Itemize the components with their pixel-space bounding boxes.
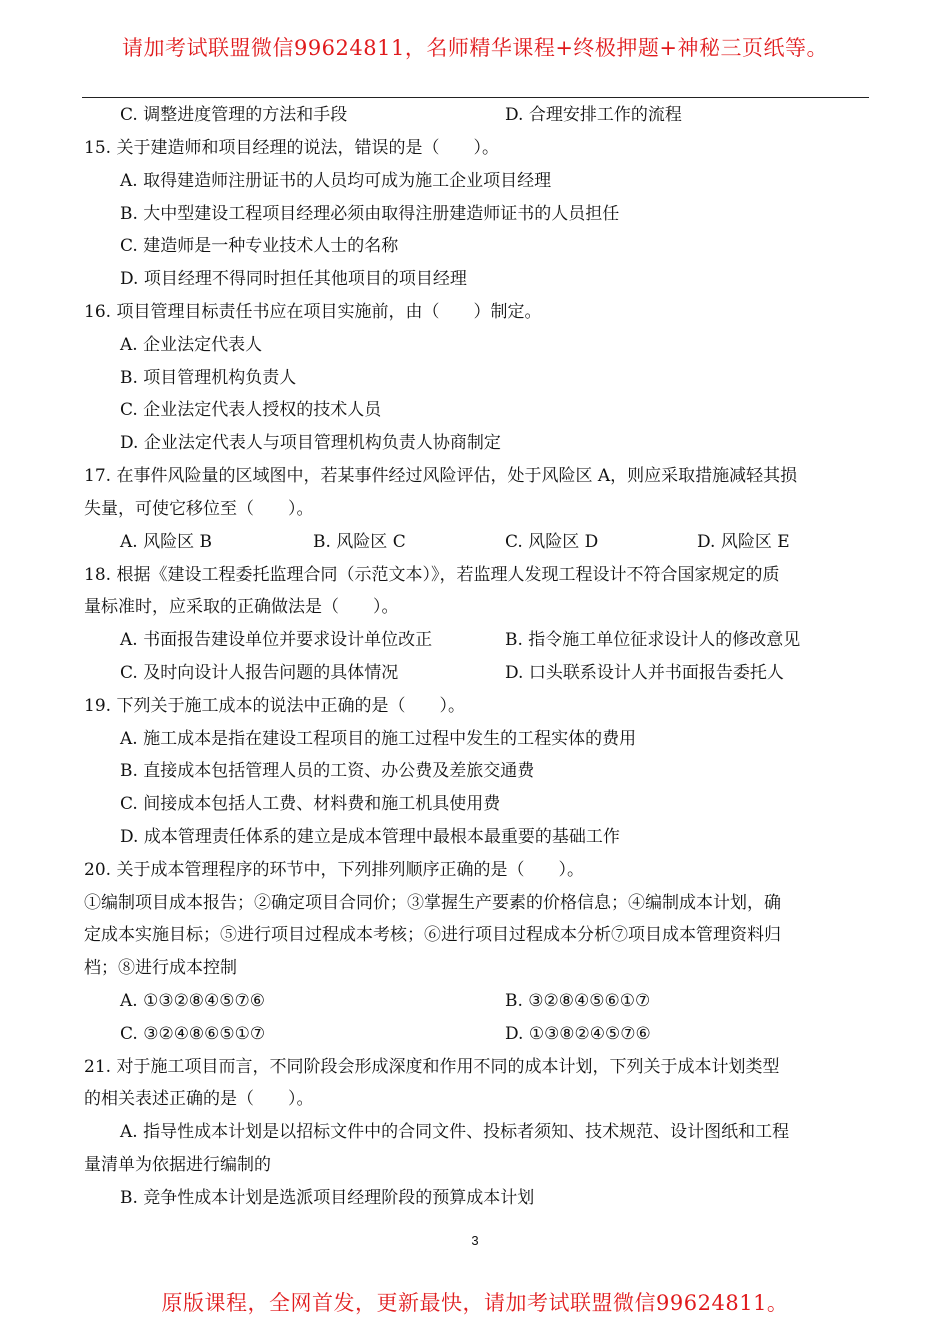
q15-option-a: A. 取得建造师注册证书的人员均可成为施工企业项目经理 bbox=[120, 171, 552, 191]
q20-body-line3: 档；⑧进行成本控制 bbox=[84, 958, 237, 978]
q18-stem-line2: 量标准时，应采取的正确做法是（ ）。 bbox=[84, 597, 399, 617]
q18-option-b: B. 指令施工单位征求设计人的修改意见 bbox=[505, 630, 801, 650]
q16-option-c: C. 企业法定代表人授权的技术人员 bbox=[120, 400, 382, 420]
q21-stem-line2: 的相关表述正确的是（ ）。 bbox=[84, 1089, 314, 1109]
q16-option-a: A. 企业法定代表人 bbox=[120, 335, 263, 355]
q16-option-d: D. 企业法定代表人与项目管理机构负责人协商制定 bbox=[120, 433, 501, 453]
q16-stem: 16. 项目管理目标责任书应在项目实施前，由（ ）制定。 bbox=[84, 302, 542, 322]
q19-option-a: A. 施工成本是指在建设工程项目的施工过程中发生的工程实体的费用 bbox=[120, 729, 637, 749]
q17-stem-line2: 失量，可使它移位至（ ）。 bbox=[84, 499, 314, 519]
q18-stem-line1: 18. 根据《建设工程委托监理合同（示范文本）》，若监理人发现工程设计不符合国家规定的质 bbox=[84, 565, 780, 585]
q17-option-c: C. 风险区 D bbox=[505, 532, 599, 552]
q18-option-d: D. 口头联系设计人并书面报告委托人 bbox=[505, 663, 784, 683]
q20-body-line2: 定成本实施目标；⑤进行项目过程成本考核；⑥进行项目过程成本分析⑦项目成本管理资料归 bbox=[84, 925, 781, 945]
q19-option-b: B. 直接成本包括管理人员的工资、办公费及差旅交通费 bbox=[120, 761, 535, 781]
q18-option-a: A. 书面报告建设单位并要求设计单位改正 bbox=[120, 630, 433, 650]
q20-body-line1: ①编制项目成本报告；②确定项目合同价；③掌握生产要素的价格信息；④编制成本计划，确 bbox=[84, 893, 781, 913]
q21-option-a-line2: 量清单为依据进行编制的 bbox=[84, 1155, 271, 1175]
footer-promo-banner: 原版课程，全网首发，更新最快，请加考试联盟微信99624811。 bbox=[161, 1291, 789, 1315]
q20-option-d: D. ①③⑧②④⑤⑦⑥ bbox=[505, 1024, 651, 1044]
q17-stem-line1: 17. 在事件风险量的区域图中，若某事件经过风险评估，处于风险区 A，则应采取措施减轻其损 bbox=[84, 466, 798, 486]
q20-option-c: C. ③②④⑧⑥⑤①⑦ bbox=[120, 1024, 266, 1044]
q21-stem-line1: 21. 对于施工项目而言，不同阶段会形成深度和作用不同的成本计划，下列关于成本计划类型 bbox=[84, 1057, 780, 1077]
q20-stem: 20. 关于成本管理程序的环节中，下列排列顺序正确的是（ ）。 bbox=[84, 860, 584, 880]
q20-option-b: B. ③②⑧④⑤⑥①⑦ bbox=[505, 991, 651, 1011]
q14-option-c: C. 调整进度管理的方法和手段 bbox=[120, 105, 348, 125]
q15-option-b: B. 大中型建设工程项目经理必须由取得注册建造师证书的人员担任 bbox=[120, 204, 620, 224]
q15-option-c: C. 建造师是一种专业技术人士的名称 bbox=[120, 236, 399, 256]
q15-option-d: D. 项目经理不得同时担任其他项目的项目经理 bbox=[120, 269, 467, 289]
q19-stem: 19. 下列关于施工成本的说法中正确的是（ ）。 bbox=[84, 696, 465, 716]
q21-option-b: B. 竞争性成本计划是选派项目经理阶段的预算成本计划 bbox=[120, 1188, 535, 1208]
q18-option-c: C. 及时向设计人报告问题的具体情况 bbox=[120, 663, 399, 683]
q14-option-d: D. 合理安排工作的流程 bbox=[505, 105, 682, 125]
q20-option-a: A. ①③②⑧④⑤⑦⑥ bbox=[120, 991, 266, 1011]
q16-option-b: B. 项目管理机构负责人 bbox=[120, 368, 297, 388]
q19-option-c: C. 间接成本包括人工费、材料费和施工机具使用费 bbox=[120, 794, 501, 814]
header-promo-banner: 请加考试联盟微信99624811，名师精华课程+终极押题+神秘三页纸等。 bbox=[121, 36, 829, 60]
q21-option-a-line1: A. 指导性成本计划是以招标文件中的合同文件、投标者须知、技术规范、设计图纸和工程 bbox=[120, 1122, 790, 1142]
q17-option-a: A. 风险区 B bbox=[120, 532, 212, 552]
q15-stem: 15. 关于建造师和项目经理的说法，错误的是（ ）。 bbox=[84, 138, 499, 158]
page-number: 3 bbox=[471, 1233, 479, 1248]
q17-option-b: B. 风险区 C bbox=[313, 532, 406, 552]
q17-option-d: D. 风险区 E bbox=[697, 532, 790, 552]
q19-option-d: D. 成本管理责任体系的建立是成本管理中最根本最重要的基础工作 bbox=[120, 827, 620, 847]
header-divider bbox=[82, 97, 869, 98]
